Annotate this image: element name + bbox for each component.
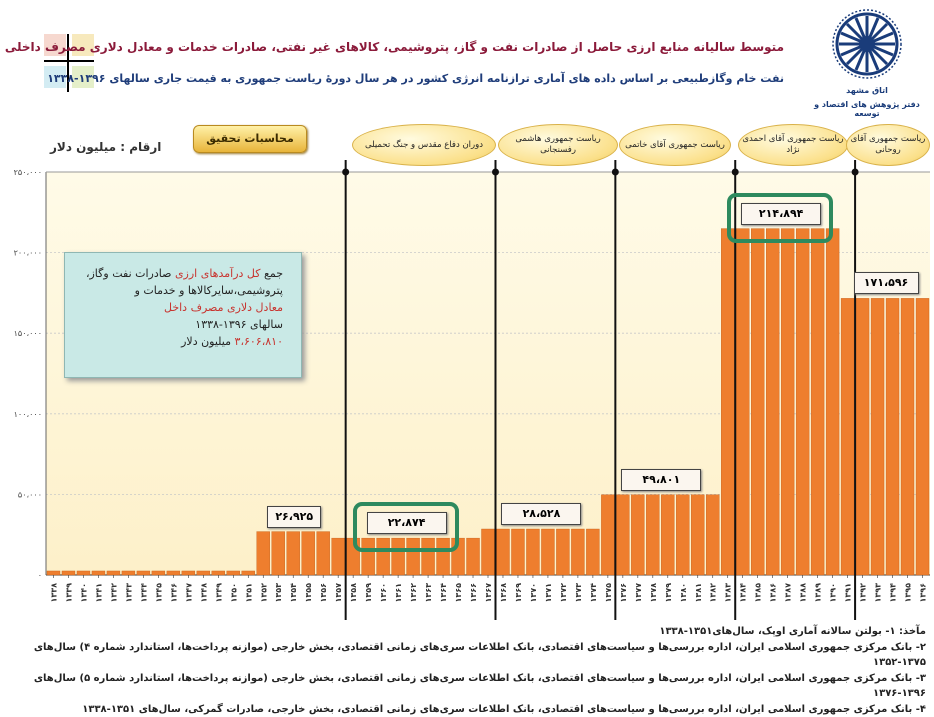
x-tick-label: ۱۳۸۵	[754, 583, 763, 603]
period-divider-dot	[732, 169, 739, 176]
research-calculations-badge: محاسبات تحقیق	[193, 125, 307, 153]
x-tick-label: ۱۳۷۶	[619, 583, 628, 603]
period-divider-dot	[492, 169, 499, 176]
bar	[227, 571, 240, 575]
bar	[691, 495, 704, 575]
x-tick-label: ۱۳۹۱	[844, 583, 853, 603]
bar	[496, 529, 509, 575]
bar	[646, 495, 659, 575]
bar	[841, 298, 854, 575]
x-tick-label: ۱۳۷۵	[604, 583, 613, 603]
x-tick-label: ۱۳۵۴	[289, 583, 298, 603]
bar	[616, 495, 629, 575]
y-tick-label: ۵۰،۰۰۰	[18, 490, 42, 499]
x-tick-label: ۱۳۶۰	[379, 583, 388, 603]
x-tick-label: ۱۳۷۴	[589, 583, 598, 603]
x-tick-label: ۱۳۸۳	[724, 583, 733, 603]
period-value-label: ۲۲،۸۷۴	[367, 512, 447, 534]
bar	[257, 532, 270, 575]
x-tick-label: ۱۳۶۷	[484, 583, 493, 603]
bar	[302, 532, 315, 575]
bar	[571, 529, 584, 575]
x-tick-label: ۱۳۳۸	[49, 583, 58, 603]
x-tick-label: ۱۳۶۴	[439, 583, 448, 603]
period-value-label: ۴۹،۸۰۱	[621, 469, 701, 491]
y-tick-label: ۲۰۰،۰۰۰	[14, 249, 42, 258]
bar	[526, 529, 539, 575]
bar	[871, 298, 884, 575]
x-tick-label: ۱۳۹۲	[859, 583, 868, 603]
bar	[541, 529, 554, 575]
bar	[167, 571, 180, 575]
bar	[317, 532, 330, 575]
x-tick-label: ۱۳۵۷	[334, 583, 343, 603]
period-label-ahmadinejad: ریاست جمهوری آقای احمدی نژاد	[738, 124, 848, 166]
x-tick-label: ۱۳۹۵	[904, 583, 913, 603]
units-label: ارقام : میلیون دلار	[50, 140, 161, 154]
info-line-5	[75, 333, 283, 350]
bar	[62, 571, 75, 575]
highlight-frame	[353, 502, 459, 552]
x-tick-label: ۱۳۸۱	[694, 583, 703, 603]
info-total-unit: میلیون دلار	[181, 335, 234, 348]
bar	[107, 571, 120, 575]
total-revenue-info-box	[64, 252, 302, 378]
x-tick-label: ۱۳۶۳	[424, 583, 433, 603]
info-line-1a: جمع	[260, 267, 283, 280]
x-tick-label: ۱۳۵۵	[304, 583, 313, 603]
x-tick-label: ۱۳۳۹	[64, 583, 73, 603]
source-line-4: ۴- بانک مرکزی جمهوری اسلامی ایران، اداره بررسی‌ها و سیاست‌های اقتصادی، بانک اطلاعات سری‌های زمانی اقتصادی، بخش خارجی، صادرات گمرکی، سال‌های ۱۳۵۱-۱۳۳۸	[6, 702, 926, 717]
x-tick-label: ۱۳۷۲	[559, 583, 568, 603]
info-line-4: سالهای ۱۳۹۶-۱۳۳۸	[75, 316, 283, 333]
source-line-3: ۳- بانک مرکزی جمهوری اسلامی ایران، اداره بررسی‌ها و سیاست‌های اقتصادی، بانک اطلاعات سری‌های زمانی اقتصادی، بخش خارجی (موازنه پرداخت‌ها، استاندارد شماره ۵) سال‌های ۱۳۹۶-۱۳۷۶	[6, 671, 926, 702]
bar	[556, 529, 569, 575]
bar	[77, 571, 90, 575]
bar	[197, 571, 210, 575]
info-total-value: ۳،۶۰۶،۸۱۰	[235, 335, 283, 348]
info-line-1b: کل درآمدهای ارزی	[175, 267, 261, 280]
info-line-3: معادل دلاری مصرف داخل	[75, 299, 283, 316]
bar	[511, 529, 524, 575]
bar	[272, 532, 285, 575]
x-tick-label: ۱۳۴۰	[79, 583, 88, 603]
x-tick-label: ۱۳۵۸	[349, 583, 358, 603]
bar	[212, 571, 225, 575]
bar	[736, 229, 749, 575]
bar	[152, 571, 165, 575]
y-tick-label: ۰	[38, 571, 42, 580]
x-tick-label: ۱۳۶۲	[409, 583, 418, 603]
bar	[467, 538, 480, 575]
x-tick-label: ۱۳۹۶	[919, 583, 928, 603]
x-tick-label: ۱۳۴۳	[124, 583, 133, 603]
x-tick-label: ۱۳۶۶	[469, 583, 478, 603]
period-value-label: ۲۸،۵۲۸	[501, 503, 581, 525]
x-tick-label: ۱۳۸۹	[814, 583, 823, 603]
bar	[901, 298, 914, 575]
period-label-rafsanjani: ریاست جمهوری هاشمی رفسنجانی	[498, 124, 618, 166]
x-tick-label: ۱۳۷۷	[634, 583, 643, 603]
source-line-1: مآخذ: ۱- بولتن سالانه آماری اوپک، سال‌های۱۳۵۱-۱۳۳۸	[6, 624, 926, 640]
bar	[586, 529, 599, 575]
chart-title-line-2: نفت خام وگازطبیعی بر اساس داده های آماری ترازنامه انرژی کشور در هر سال دورۀ ریاست جمهوری به قیمت جاری سالهای ۱۳۹۶-۱۳۳۸	[47, 72, 784, 85]
x-tick-label: ۱۳۶۹	[514, 583, 523, 603]
x-tick-label: ۱۳۸۷	[784, 583, 793, 603]
x-tick-label: ۱۳۸۲	[709, 583, 718, 603]
logo-text-1: اتاق مشهد	[808, 86, 926, 95]
bar	[182, 571, 195, 575]
bar	[601, 495, 614, 575]
bar	[332, 538, 345, 575]
bar	[47, 571, 60, 575]
x-tick-label: ۱۳۴۵	[154, 583, 163, 603]
period-label-rouhani: ریاست جمهوری آقای روحانی	[846, 124, 930, 166]
bar	[242, 571, 255, 575]
x-tick-label: ۱۳۵۹	[364, 583, 373, 603]
source-line-2: ۲- بانک مرکزی جمهوری اسلامی ایران، اداره بررسی‌ها و سیاست‌های اقتصادی، بانک اطلاعات سری‌های زمانی اقتصادی، بخش خارجی (موازنه پرداخت‌ها، استاندارد شماره ۴) سال‌های ۱۳۷۵-۱۳۵۲	[6, 640, 926, 671]
x-tick-label: ۱۳۵۲	[259, 583, 268, 603]
period-divider-dot	[852, 169, 859, 176]
x-tick-label: ۱۳۶۱	[394, 583, 403, 603]
info-line-1	[75, 265, 283, 282]
x-tick-label: ۱۳۴۲	[109, 583, 118, 603]
x-tick-label: ۱۳۹۴	[889, 583, 898, 603]
period-divider-dot	[612, 169, 619, 176]
x-tick-label: ۱۳۵۶	[319, 583, 328, 603]
x-tick-label: ۱۳۴۹	[214, 583, 223, 603]
x-tick-label: ۱۳۶۵	[454, 583, 463, 603]
period-value-label: ۲۱۴،۸۹۴	[741, 203, 821, 225]
sources-footnote	[6, 624, 926, 717]
x-tick-label: ۱۳۷۹	[664, 583, 673, 603]
info-line-2: پتروشیمی،سایرکالاها و خدمات و	[75, 282, 283, 299]
y-tick-label: ۱۵۰،۰۰۰	[14, 329, 42, 338]
period-value-label: ۱۷۱،۵۹۶	[854, 272, 919, 294]
bar	[796, 229, 809, 575]
bar	[751, 229, 764, 575]
bar	[706, 495, 719, 575]
bar	[631, 495, 644, 575]
x-tick-label: ۱۳۸۰	[679, 583, 688, 603]
period-label-khatami: ریاست جمهوری آقای خاتمی	[619, 124, 731, 166]
period-value-label: ۲۶،۹۲۵	[267, 506, 321, 528]
x-tick-label: ۱۳۵۱	[244, 583, 253, 603]
x-tick-label: ۱۳۷۱	[544, 583, 553, 603]
x-tick-label: ۱۳۸۸	[799, 583, 808, 603]
logo-text-2: دفتر پژوهش های اقتصاد و توسعه	[808, 100, 926, 118]
x-tick-label: ۱۳۵۰	[229, 583, 238, 603]
bar	[811, 229, 824, 575]
x-tick-label: ۱۳۷۰	[529, 583, 538, 603]
info-line-1c: صادرات نفت وگاز،	[86, 267, 175, 280]
x-tick-label: ۱۳۴۶	[169, 583, 178, 603]
bar	[766, 229, 779, 575]
x-tick-label: ۱۳۶۸	[499, 583, 508, 603]
x-tick-label: ۱۳۴۴	[139, 583, 148, 603]
y-tick-label: ۲۵۰،۰۰۰	[14, 168, 42, 177]
x-tick-label: ۱۳۵۳	[274, 583, 283, 603]
bar	[781, 229, 794, 575]
bar	[886, 298, 899, 575]
bar	[916, 298, 929, 575]
bar	[122, 571, 135, 575]
y-tick-label: ۱۰۰،۰۰۰	[14, 410, 42, 419]
x-tick-label: ۱۳۹۳	[874, 583, 883, 603]
bar	[137, 571, 150, 575]
bar	[287, 532, 300, 575]
bar	[661, 495, 674, 575]
x-tick-label: ۱۳۹۰	[829, 583, 838, 603]
period-divider-dot	[342, 169, 349, 176]
x-tick-label: ۱۳۷۳	[574, 583, 583, 603]
bar	[856, 298, 869, 575]
period-label-war: دوران دفاع مقدس و جنگ تحمیلی	[352, 124, 496, 166]
bar	[826, 229, 839, 575]
bar	[721, 229, 734, 575]
highlight-frame	[727, 193, 833, 243]
x-tick-label: ۱۳۸۶	[769, 583, 778, 603]
bar	[676, 495, 689, 575]
bar	[92, 571, 105, 575]
x-tick-label: ۱۳۷۸	[649, 583, 658, 603]
chart-title-line-1: متوسط سالیانه منابع ارزی حاصل از صادرات نفت و گاز، پتروشیمی، کالاهای غیر نفتی، صادرات خدمات و معادل دلاری مصرف داخلی	[5, 40, 784, 54]
x-tick-label: ۱۳۴۸	[199, 583, 208, 603]
bar	[482, 529, 495, 575]
x-tick-label: ۱۳۴۱	[94, 583, 103, 603]
x-tick-label: ۱۳۸۴	[739, 583, 748, 603]
x-tick-label: ۱۳۴۷	[184, 583, 193, 603]
